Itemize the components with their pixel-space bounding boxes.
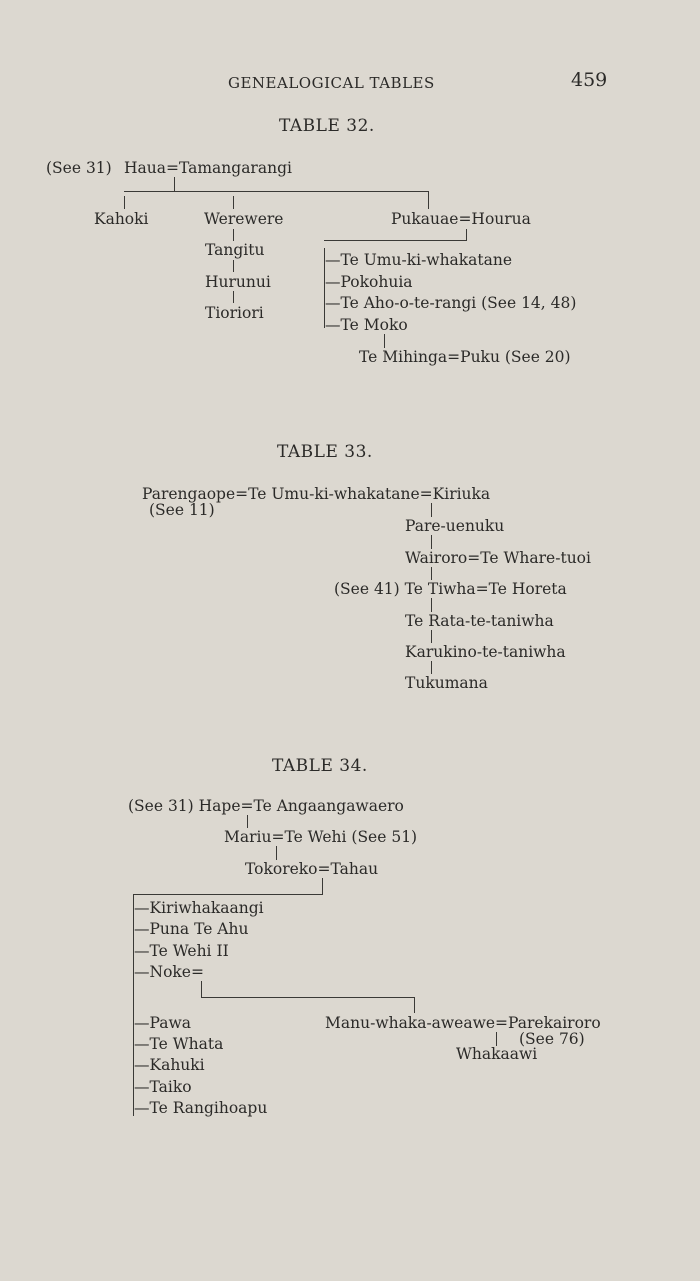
table-33-title: TABLE 33.	[277, 442, 373, 462]
child-taiko: —Taiko	[134, 1078, 192, 1096]
grandchild-te-mihinga: Te Mihinga=Puku (See 20)	[359, 348, 571, 366]
child-te-wehi-ii: —Te Wehi II	[134, 942, 229, 960]
descendant-karukino: Karukino-te-taniwha	[405, 643, 566, 661]
connector-line	[233, 229, 234, 241]
table-33-root: Parengaope=Te Umu-ki-whakatane=Kiriuka	[142, 485, 491, 503]
connector-line	[233, 260, 234, 272]
line-tioriori: Tioriori	[205, 304, 264, 322]
connector-line	[247, 815, 248, 828]
manu-child-whakaawi: Whakaawi	[456, 1045, 538, 1063]
sibling-te-umu-ki-whakatane: —Te Umu-ki-whakatane	[325, 251, 513, 269]
descendant-tukumana: Tukumana	[405, 674, 488, 692]
child-te-whata: —Te Whata	[134, 1035, 224, 1053]
manu-whaka-aweawe-couple: Manu-whaka-aweawe=Parekairoro	[325, 1014, 601, 1032]
connector-line	[124, 191, 428, 192]
child-noke: —Noke=	[134, 963, 204, 981]
connector-line	[133, 894, 322, 895]
connector-line	[431, 661, 432, 674]
table-33-reference: (See 11)	[149, 501, 215, 519]
connector-line	[201, 997, 414, 998]
child-te-rangihoapu: —Te Rangihoapu	[134, 1099, 268, 1117]
descendant-te-rata: Te Rata-te-taniwha	[405, 612, 554, 630]
connector-line	[384, 334, 385, 348]
connector-line	[201, 981, 202, 997]
line-hurunui: Hurunui	[205, 273, 271, 291]
connector-line	[431, 503, 432, 517]
child-werewere: Werewere	[204, 210, 284, 228]
descendant-wairoro: Wairoro=Te Whare-tuoi	[405, 549, 591, 567]
running-title: GENEALOGICAL TABLES	[228, 74, 435, 92]
connector-line	[324, 240, 466, 241]
connector-line	[322, 878, 323, 895]
table-32-title: TABLE 32.	[279, 116, 375, 136]
page-number: 459	[571, 69, 608, 91]
connector-line	[496, 1032, 497, 1046]
table-34-root: (See 31) Hape=Te Angaangawaero	[128, 797, 404, 815]
child-pukauae-couple: Pukauae=Hourua	[391, 210, 531, 228]
connector-line	[414, 997, 415, 1013]
sibling-pokohuia: —Pokohuia	[325, 273, 413, 291]
table-34-title: TABLE 34.	[272, 756, 368, 776]
connector-line	[276, 846, 277, 860]
manu-reference: (See 76)	[519, 1030, 585, 1048]
connector-line	[466, 229, 467, 241]
connector-line	[233, 196, 234, 209]
child-kahuki: —Kahuki	[134, 1056, 205, 1074]
table-32-root-couple: Haua=Tamangarangi	[124, 159, 292, 177]
child-pawa: —Pawa	[134, 1014, 191, 1032]
connector-line	[428, 191, 429, 209]
sibling-te-aho-o-te-rangi: —Te Aho-o-te-rangi (See 14, 48)	[325, 294, 577, 312]
descendant-te-tiwha: (See 41) Te Tiwha=Te Horeta	[334, 580, 567, 598]
connector-line	[124, 196, 125, 209]
sibling-te-moko: —Te Moko	[325, 316, 408, 334]
connector-line	[431, 630, 432, 643]
connector-line	[174, 177, 175, 192]
child-kahoki: Kahoki	[94, 210, 149, 228]
table-32-reference: (See 31)	[46, 159, 112, 177]
generation-tokoreko: Tokoreko=Tahau	[245, 860, 379, 878]
connector-line	[431, 567, 432, 580]
child-puna-te-ahu: —Puna Te Ahu	[134, 920, 249, 938]
connector-line	[431, 535, 432, 549]
connector-line	[233, 291, 234, 303]
generation-mariu: Mariu=Te Wehi (See 51)	[224, 828, 418, 846]
line-tangitu: Tangitu	[205, 241, 265, 259]
descendant-pare-uenuku: Pare-uenuku	[405, 517, 505, 535]
connector-line	[431, 598, 432, 612]
child-kiriwhakaangi: —Kiriwhakaangi	[134, 899, 264, 917]
